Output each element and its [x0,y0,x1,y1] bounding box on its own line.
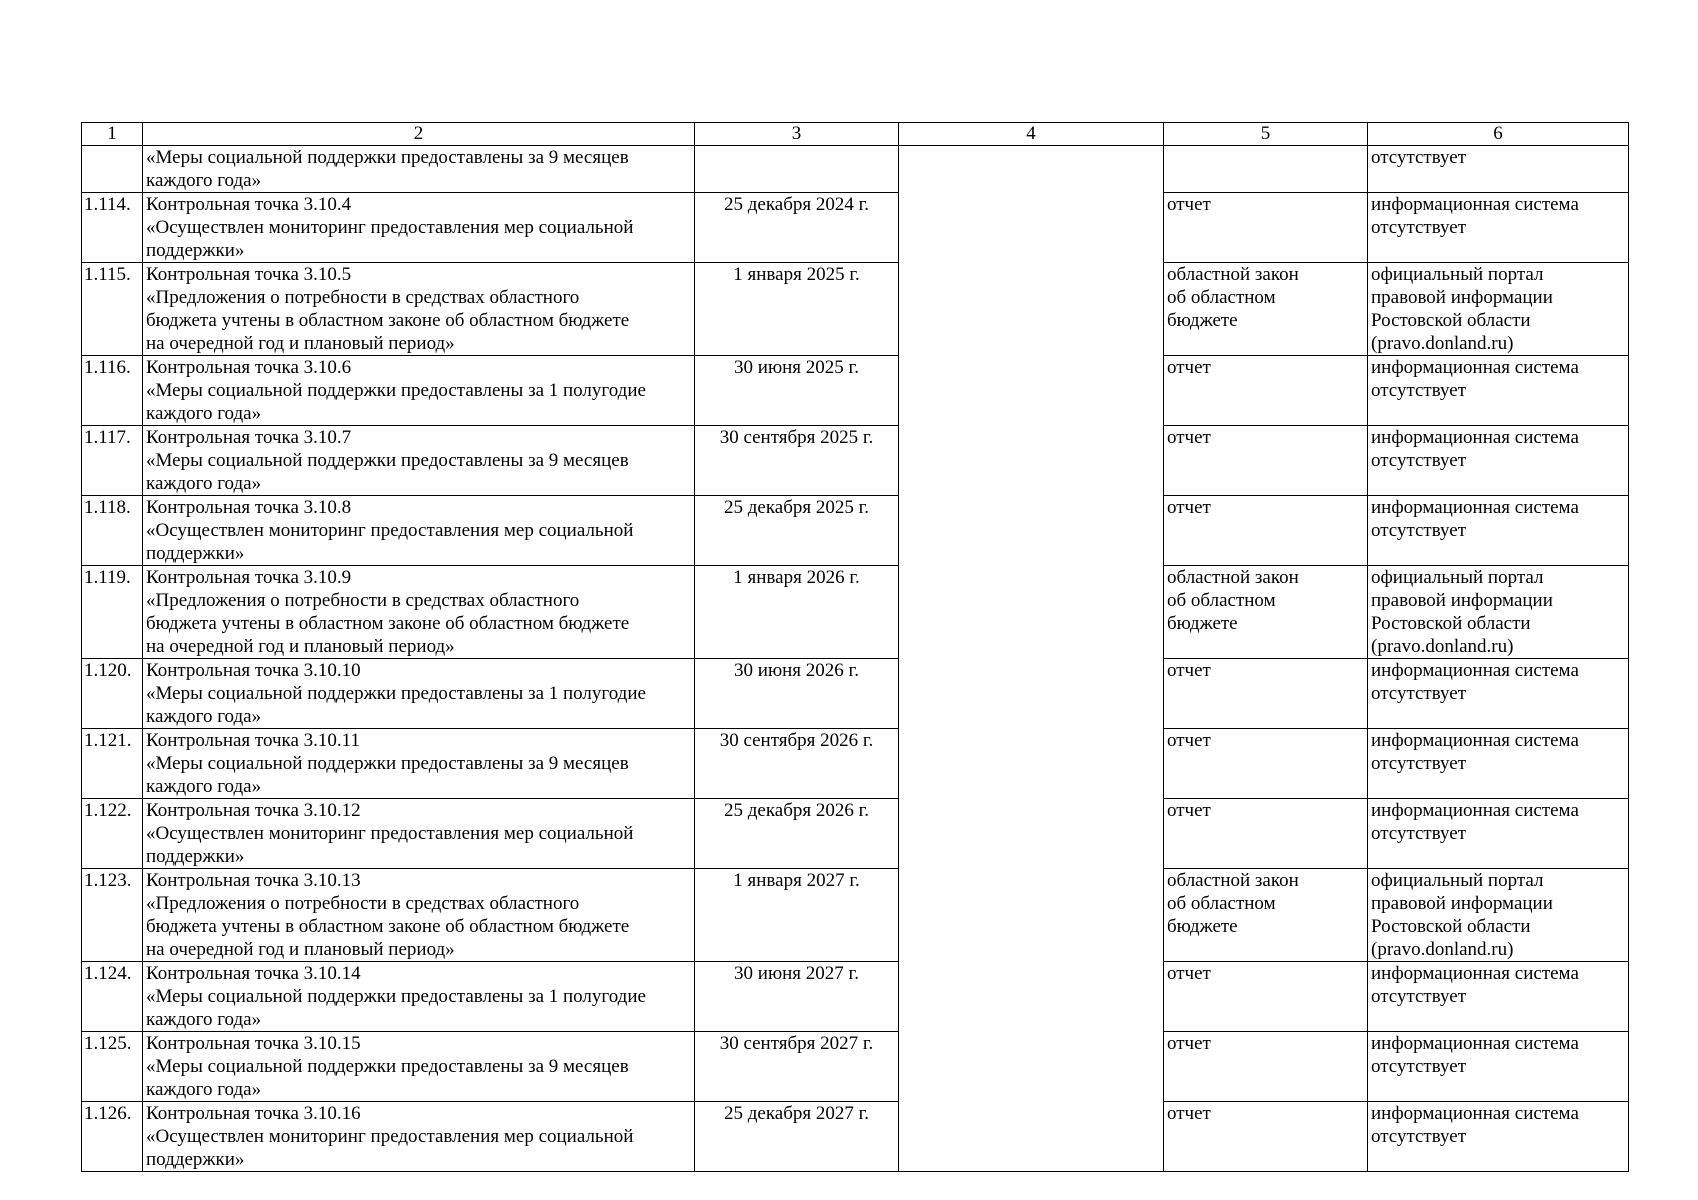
column-number: 5 [1164,123,1368,146]
row-number-cell: 1.120. [82,659,143,729]
table-row [82,869,1629,962]
document-type-cell: отчет [1164,1032,1368,1102]
information-source-cell: информационная система отсутствует [1368,729,1629,799]
column-number: 3 [695,123,899,146]
deadline-date-cell: 30 сентября 2027 г. [695,1032,899,1102]
control-point-name-cell: Контрольная точка 3.10.16 «Осуществлен мониторинг предоставления мер социальной поддержки» [143,1102,695,1172]
information-source-cell: информационная система отсутствует [1368,193,1629,263]
control-point-name-cell: Контрольная точка 3.10.14 «Меры социальной поддержки предоставлены за 1 полугодие каждого года» [143,962,695,1032]
document-type-cell: отчет [1164,729,1368,799]
document-type-cell: отчет [1164,496,1368,566]
document-type-cell: отчет [1164,659,1368,729]
row-number-cell [82,146,143,193]
information-source-cell: информационная система отсутствует [1368,659,1629,729]
information-source-cell: официальный портал правовой информации Ростовской области (pravo.donland.ru) [1368,566,1629,659]
deadline-date-cell: 30 сентября 2026 г. [695,729,899,799]
table-row [82,1102,1629,1172]
document-type-cell: областной закон об областном бюджете [1164,869,1368,962]
deadline-date-cell: 30 июня 2026 г. [695,659,899,729]
document-type-cell: отчет [1164,356,1368,426]
table-row [82,659,1629,729]
document-type-cell: отчет [1164,1102,1368,1172]
column-number: 6 [1368,123,1629,146]
column-number: 1 [82,123,143,146]
control-point-name-cell: Контрольная точка 3.10.10 «Меры социальной поддержки предоставлены за 1 полугодие каждого года» [143,659,695,729]
table-row [82,496,1629,566]
table-row [82,1032,1629,1102]
column-number: 4 [899,123,1164,146]
table-row [82,193,1629,263]
row-number-cell: 1.116. [82,356,143,426]
row-number-cell: 1.122. [82,799,143,869]
responsible-merged-cell [899,146,1164,1172]
information-source-cell: официальный портал правовой информации Ростовской области (pravo.donland.ru) [1368,869,1629,962]
control-point-name-cell: Контрольная точка 3.10.7 «Меры социальной поддержки предоставлены за 9 месяцев каждого года» [143,426,695,496]
column-number-row [82,123,1629,146]
information-source-cell: информационная система отсутствует [1368,1032,1629,1102]
deadline-date-cell: 25 декабря 2026 г. [695,799,899,869]
table-row [82,426,1629,496]
deadline-date-cell: 1 января 2026 г. [695,566,899,659]
control-point-name-cell: Контрольная точка 3.10.15 «Меры социальной поддержки предоставлены за 9 месяцев каждого года» [143,1032,695,1102]
table-body [82,123,1629,1172]
table-row [82,146,1629,193]
table-row [82,566,1629,659]
row-number-cell: 1.123. [82,869,143,962]
deadline-date-cell: 30 июня 2025 г. [695,356,899,426]
document-type-cell: областной закон об областном бюджете [1164,263,1368,356]
control-point-name-cell: Контрольная точка 3.10.12 «Осуществлен мониторинг предоставления мер социальной поддержки» [143,799,695,869]
row-number-cell: 1.118. [82,496,143,566]
document-type-cell: отчет [1164,962,1368,1032]
table-row [82,729,1629,799]
table-row [82,356,1629,426]
information-source-cell: информационная система отсутствует [1368,799,1629,869]
deadline-date-cell: 1 января 2025 г. [695,263,899,356]
control-point-name-cell: Контрольная точка 3.10.4 «Осуществлен мониторинг предоставления мер социальной поддержки» [143,193,695,263]
information-source-cell: информационная система отсутствует [1368,962,1629,1032]
information-source-cell: отсутствует [1368,146,1629,193]
information-source-cell: информационная система отсутствует [1368,1102,1629,1172]
row-number-cell: 1.124. [82,962,143,1032]
document-type-cell: отчет [1164,193,1368,263]
document-type-cell: отчет [1164,426,1368,496]
row-number-cell: 1.115. [82,263,143,356]
column-number: 2 [143,123,695,146]
document-type-cell [1164,146,1368,193]
control-point-name-cell: Контрольная точка 3.10.8 «Осуществлен мониторинг предоставления мер социальной поддержки» [143,496,695,566]
row-number-cell: 1.125. [82,1032,143,1102]
information-source-cell: информационная система отсутствует [1368,426,1629,496]
document-type-cell: отчет [1164,799,1368,869]
deadline-date-cell: 30 июня 2027 г. [695,962,899,1032]
control-points-table [81,122,1629,1172]
table-row [82,962,1629,1032]
information-source-cell: официальный портал правовой информации Ростовской области (pravo.donland.ru) [1368,263,1629,356]
row-number-cell: 1.114. [82,193,143,263]
deadline-date-cell: 25 декабря 2025 г. [695,496,899,566]
deadline-date-cell: 1 января 2027 г. [695,869,899,962]
table-row [82,799,1629,869]
row-number-cell: 1.119. [82,566,143,659]
row-number-cell: 1.121. [82,729,143,799]
row-number-cell: 1.126. [82,1102,143,1172]
table-row [82,263,1629,356]
control-point-name-cell: Контрольная точка 3.10.5 «Предложения о потребности в средствах областного бюджета учтены в областном законе об областном бюджете на очередной год и плановый период» [143,263,695,356]
control-point-name-cell: «Меры социальной поддержки предоставлены за 9 месяцев каждого года» [143,146,695,193]
row-number-cell: 1.117. [82,426,143,496]
deadline-date-cell [695,146,899,193]
control-point-name-cell: Контрольная точка 3.10.9 «Предложения о потребности в средствах областного бюджета учтены в областном законе об областном бюджете на очередной год и плановый период» [143,566,695,659]
deadline-date-cell: 25 декабря 2027 г. [695,1102,899,1172]
document-type-cell: областной закон об областном бюджете [1164,566,1368,659]
information-source-cell: информационная система отсутствует [1368,496,1629,566]
deadline-date-cell: 30 сентября 2025 г. [695,426,899,496]
control-point-name-cell: Контрольная точка 3.10.13 «Предложения о потребности в средствах областного бюджета учтены в областном законе об областном бюджете на очередной год и плановый период» [143,869,695,962]
control-point-name-cell: Контрольная точка 3.10.11 «Меры социальной поддержки предоставлены за 9 месяцев каждого года» [143,729,695,799]
information-source-cell: информационная система отсутствует [1368,356,1629,426]
control-point-name-cell: Контрольная точка 3.10.6 «Меры социальной поддержки предоставлены за 1 полугодие каждого года» [143,356,695,426]
deadline-date-cell: 25 декабря 2024 г. [695,193,899,263]
